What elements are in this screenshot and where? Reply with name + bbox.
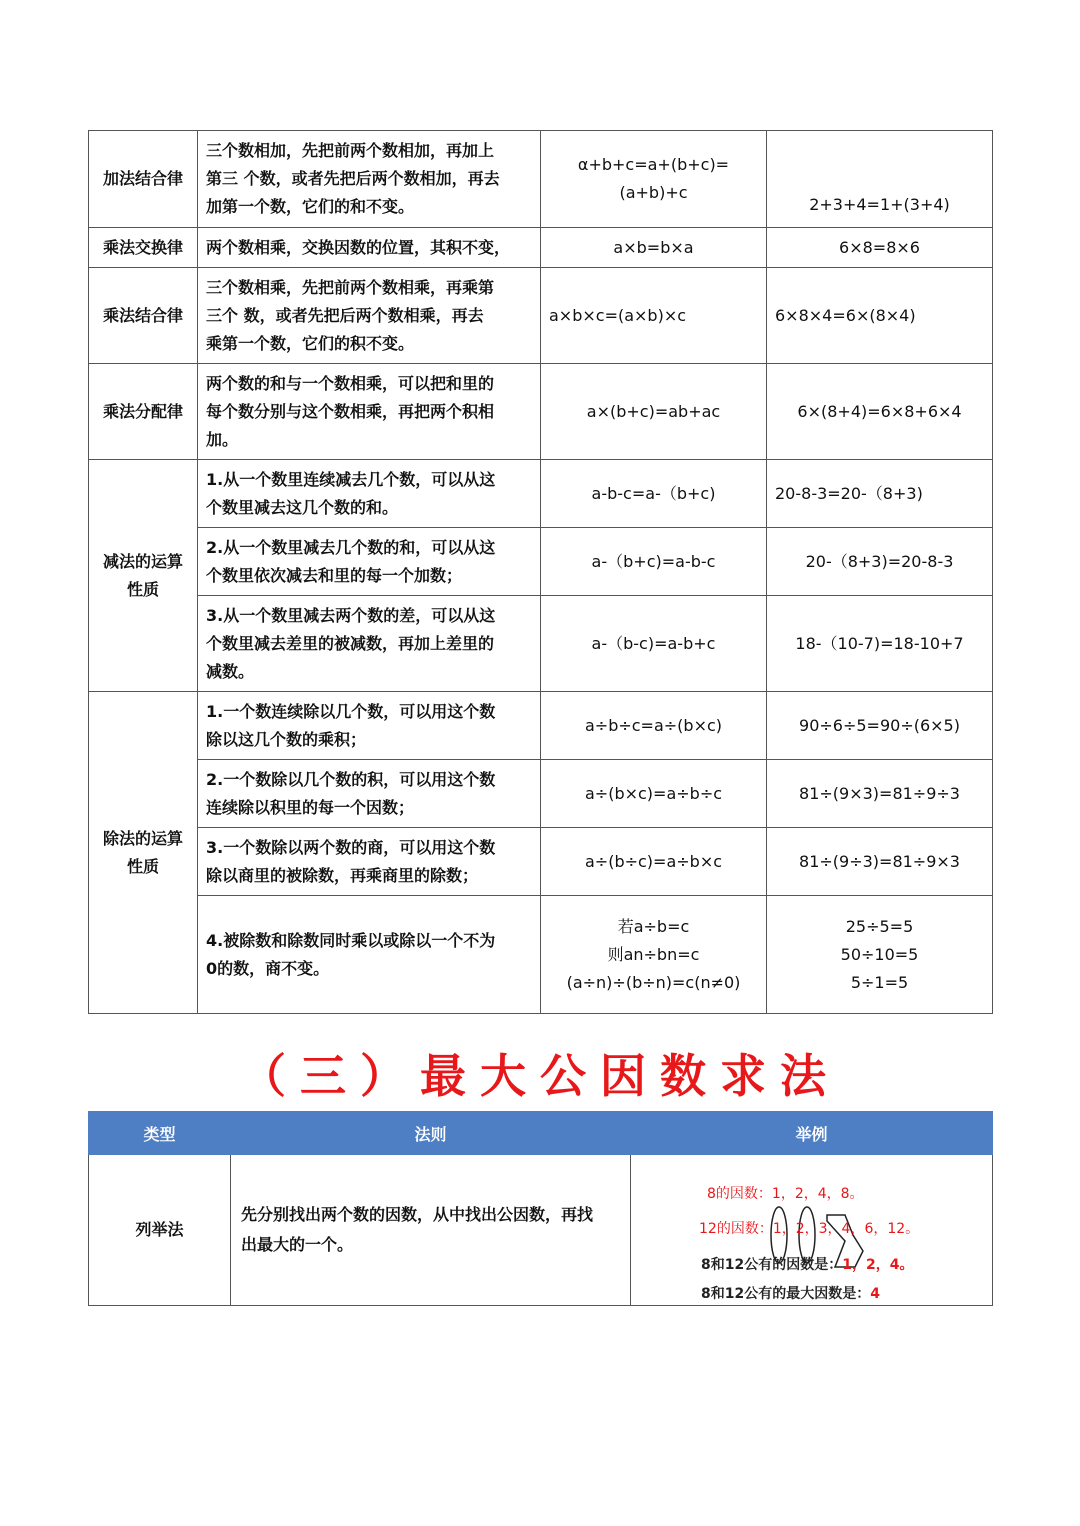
division-row — [89, 760, 993, 828]
division-rule — [198, 692, 541, 760]
division-example — [767, 896, 993, 1014]
law-rule-line: 三个 数，或者先把后两个数相乘，再去 — [206, 305, 484, 325]
law-rule — [198, 268, 541, 364]
subtraction-example-line: 20-（8+3)=20-8-3 — [805, 551, 954, 571]
subtraction-formula — [541, 596, 767, 692]
subtraction-row — [89, 460, 993, 528]
division-rule-line: 3.一个数除以两个数的商，可以用这个数 — [206, 837, 496, 857]
division-formula-line: 若a÷b=c — [617, 916, 690, 936]
law-rule-line: 每个数分别与这个数相乘，再把两个积相 — [206, 401, 495, 421]
header-example: 举例 — [631, 1112, 993, 1155]
division-row — [89, 896, 993, 1014]
division-name-line: 性质 — [126, 856, 159, 876]
law-rule-line: 三个数相加，先把前两个数相加，再加上 — [206, 141, 495, 160]
division-formula — [541, 692, 767, 760]
gcf-row — [89, 1155, 993, 1306]
division-formula — [541, 896, 767, 1014]
law-name: 加法结合律 — [89, 131, 198, 228]
subtraction-rule-line: 个数里减去差里的被减数，再加上差里的 — [206, 633, 495, 653]
division-formula — [541, 760, 767, 828]
division-rule — [198, 828, 541, 896]
division-formula-line: 则an÷bn=c — [607, 944, 700, 964]
subtraction-rule — [198, 528, 541, 596]
gcf-header-row — [89, 1112, 993, 1155]
law-example-line: 6×(8+4)=6×8+6×4 — [797, 401, 962, 421]
division-example-line: 90÷6÷5=90÷(6×5) — [799, 715, 960, 735]
division-row — [89, 692, 993, 760]
subtraction-formula-line: a-（b+c)=a-b-c — [591, 551, 716, 571]
laws-table — [88, 130, 993, 1014]
division-rule-line: 连续除以积里的每一个因数； — [206, 797, 415, 817]
example-line-1: 8的因数：1，2，4，8。 — [707, 1186, 864, 1202]
subtraction-rule-line: 个数里依次减去和里的每一个加数； — [206, 565, 463, 585]
law-rule-line: 三个数相乘，先把前两个数相乘，再乘第 — [206, 277, 495, 297]
subtraction-row — [89, 528, 993, 596]
division-example — [767, 760, 993, 828]
division-rule — [198, 896, 541, 1014]
division-formula-line: a÷(b×c)=a÷b÷c — [584, 783, 723, 803]
law-example — [767, 364, 993, 460]
division-rule-line: 4.被除数和除数同时乘以或除以一个不为 — [206, 930, 496, 950]
division-rule-line: 0的数，商不变。 — [206, 958, 330, 978]
division-formula-line: a÷b÷c=a÷(b×c) — [584, 715, 723, 735]
division-example-line: 81÷(9÷3)=81÷9×3 — [799, 851, 960, 871]
law-row — [89, 131, 993, 228]
division-name — [89, 692, 198, 1014]
law-rule-line: 加第一个数，它们的和不变。 — [206, 197, 415, 216]
subtraction-rule-line: 个数里减去这几个数的和。 — [206, 497, 399, 517]
law-example — [767, 131, 993, 228]
division-example-line: 5÷1=5 — [850, 972, 909, 992]
law-example-line: 2+3+4=1+(3+4) — [809, 195, 950, 214]
law-rule — [198, 364, 541, 460]
subtraction-formula-line: a-b-c=a-（b+c) — [591, 483, 716, 503]
subtraction-row — [89, 596, 993, 692]
subtraction-formula — [541, 528, 767, 596]
division-name-line: 除法的运算 — [102, 828, 183, 848]
law-rule-line: 加。 — [206, 429, 239, 449]
law-rule-line: 乘第一个数，它们的积不变。 — [206, 333, 415, 353]
law-rule-line: 两个数的和与一个数相乘，可以把和里的 — [206, 373, 495, 393]
law-rule — [198, 131, 541, 228]
law-formula — [541, 364, 767, 460]
law-rule-line: 第三 个数，或者先把后两个数相加，再去 — [206, 169, 500, 188]
law-formula-line: a×b=b×a — [613, 237, 694, 257]
law-example — [767, 268, 993, 364]
law-formula — [541, 228, 767, 268]
division-rule-line: 除以这几个数的乘积； — [206, 729, 367, 749]
header-rule: 法则 — [231, 1112, 631, 1155]
example-line-4: 8和12公有的最大因数是：4 — [701, 1286, 880, 1302]
law-example — [767, 228, 993, 268]
law-formula — [541, 131, 767, 228]
law-row — [89, 228, 993, 268]
law-name: 乘法交换律 — [89, 228, 198, 268]
subtraction-name — [89, 460, 198, 692]
division-formula — [541, 828, 767, 896]
division-formula-line: a÷(b÷c)=a÷b×c — [584, 851, 723, 871]
gcf-table — [88, 1111, 993, 1306]
gcf-example — [631, 1155, 993, 1306]
subtraction-formula-line: a-（b-c)=a-b+c — [591, 633, 716, 653]
division-example-line: 25÷5=5 — [845, 916, 914, 936]
law-formula-line: α+b+c=a+(b+c)=(a+b)+c — [577, 155, 730, 202]
subtraction-rule — [198, 596, 541, 692]
division-rule-line: 2.一个数除以几个数的积，可以用这个数 — [206, 769, 496, 789]
division-rule-line: 1.一个数连续除以几个数，可以用这个数 — [206, 701, 496, 721]
gcf-rule — [231, 1155, 631, 1306]
division-example — [767, 692, 993, 760]
subtraction-rule-line: 2.从一个数里减去几个数的和，可以从这 — [206, 537, 496, 557]
header-type: 类型 — [89, 1112, 231, 1155]
law-row — [89, 268, 993, 364]
division-example-line: 50÷10=5 — [840, 944, 919, 964]
subtraction-rule-line: 1.从一个数里连续减去几个数，可以从这 — [206, 469, 496, 489]
law-formula-line: a×b×c=(a×b)×c — [549, 305, 687, 325]
subtraction-example-line: 20-8-3=20-（8+3) — [775, 483, 923, 503]
example-line-3: 8和12公有的因数是：1，2，4。 — [701, 1257, 914, 1273]
law-formula — [541, 268, 767, 364]
subtraction-example — [767, 528, 993, 596]
laws-table-body — [89, 131, 993, 1014]
subtraction-rule — [198, 460, 541, 528]
gcf-rule-line: 先分别找出两个数的因数，从中找出公因数，再找 — [241, 1205, 594, 1224]
law-formula-line: a×(b+c)=ab+ac — [586, 401, 721, 421]
subtraction-rule-line: 3.从一个数里减去两个数的差，可以从这 — [206, 605, 496, 625]
division-formula-line: (a÷n)÷(b÷n)=c(n≠0) — [566, 972, 741, 992]
law-name: 乘法结合律 — [89, 268, 198, 364]
subtraction-example — [767, 596, 993, 692]
subtraction-rule-line: 减数。 — [206, 661, 255, 681]
gcf-rule-line: 出最大的一个。 — [241, 1235, 354, 1254]
subtraction-example-line: 18-（10-7)=18-10+7 — [795, 633, 964, 653]
subtraction-name-line: 减法的运算 — [102, 551, 183, 571]
division-example — [767, 828, 993, 896]
example-line-2: 12的因数：1，2，3，4，6，12。 — [699, 1221, 920, 1237]
subtraction-name-line: 性质 — [126, 579, 159, 599]
division-rule — [198, 760, 541, 828]
law-name: 乘法分配律 — [89, 364, 198, 460]
gcf-example-diagram — [631, 1155, 993, 1305]
law-example-line: 6×8=8×6 — [839, 237, 920, 257]
law-rule — [198, 228, 541, 268]
section-title: （三）最大公因数求法 — [240, 1049, 840, 1103]
division-rule-line: 除以商里的被除数，再乘商里的除数； — [206, 865, 479, 885]
division-row — [89, 828, 993, 896]
law-example-line: 6×8×4=6×(8×4) — [775, 305, 916, 325]
gcf-type: 列举法 — [89, 1155, 231, 1306]
law-rule-line: 两个数相乘，交换因数的位置，其积不变， — [206, 237, 511, 257]
law-row — [89, 364, 993, 460]
subtraction-formula — [541, 460, 767, 528]
subtraction-example — [767, 460, 993, 528]
division-example-line: 81÷(9×3)=81÷9÷3 — [799, 783, 960, 803]
